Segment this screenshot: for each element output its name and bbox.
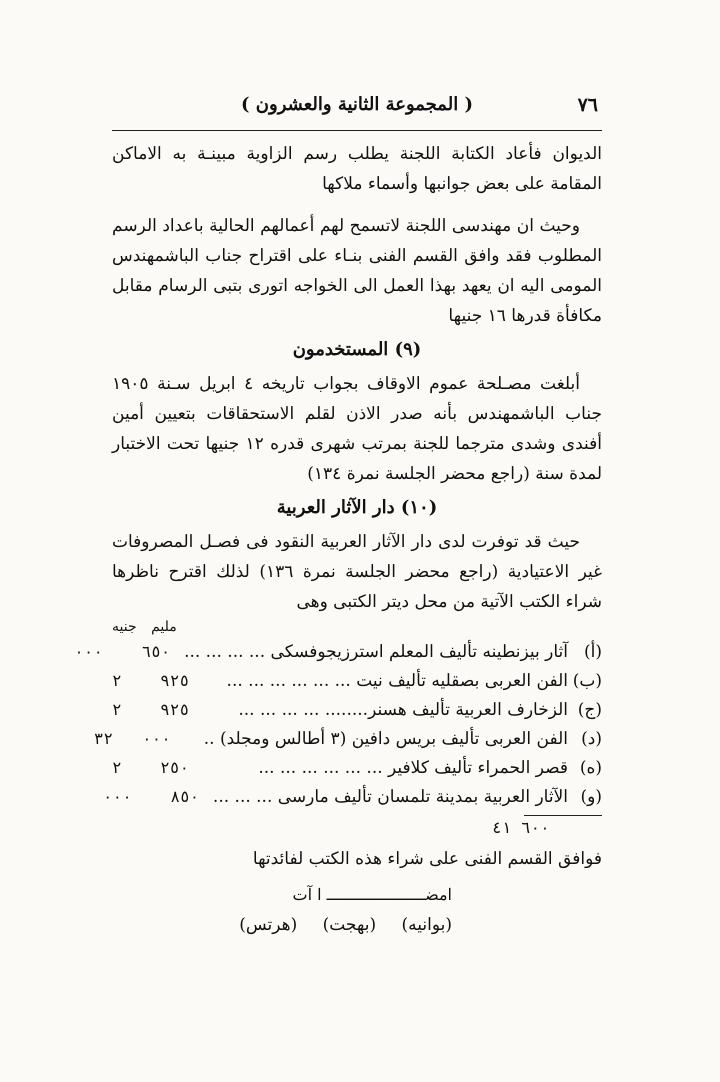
list-item	[102, 782, 602, 811]
item-amount: ٨٥٠ ٠٠٠	[102, 787, 200, 806]
book-list	[74, 619, 602, 840]
signatory-name: (بوانيه)	[401, 915, 452, 935]
item-amount: ٩٢٥ ٢	[112, 700, 190, 719]
item-letter: (ه)	[579, 758, 602, 778]
document-page	[74, 88, 602, 940]
section-10-heading: (١٠) دار الآثار العربية	[276, 497, 438, 518]
section-10-text: حيث قد توفرت لدى دار الآثار العربية النقود فى فصـل المصروفات غير الاعتيادية (راجع محضر الجلسة نمرة ١٣٦) لذلك اقترح ناظرها شراء الكتب الآتية من محل ديتر الكتبى وهى	[112, 532, 602, 612]
item-title: آثار بيزنطينه تأليف المعلم استرزيجوفسكى ... ... ... ...	[184, 642, 568, 662]
item-title: قصر الحمراء تأليف كلافير ... ... ... ... ... ...	[258, 758, 568, 778]
paragraph-2: وحيث ان مهندسى اللجنة لاتسمح لهم أعمالهم الحالية باعداد الرسم المطلوب فقد وافق القسم الفنى بنـاء على اقتراح جناب الباشمهندس المومى اليه ان يعهد بهذا العمل الى الخواجه اتورى بتبى الرسام مقابل مكافأة قدرها ١٦ جنيها	[112, 216, 602, 326]
signatories	[112, 910, 602, 940]
item-title: الفن العربى بصقليه تأليف نيت ... ... ... ... ... ...	[226, 671, 568, 691]
paragraph-1: الديوان فأعاد الكتابة اللجنة يطلب رسم الزاوية مبينـة به الاماكن المقامة على بعض جوانبها وأسماء ملاكها	[112, 144, 602, 194]
item-amount: ٦٥٠ ٠٠٠	[74, 642, 171, 661]
running-title: ( المجموعة الثانية والعشرون )	[241, 94, 473, 115]
page-header	[112, 88, 602, 128]
signatory-name: (هرتس)	[239, 915, 298, 935]
approval-text: فوافق القسم الفنى على شراء هذه الكتب لفائدتها	[252, 849, 602, 869]
item-letter: (و)	[580, 787, 602, 807]
list-item	[112, 695, 602, 724]
page-number: ٧٦	[577, 94, 598, 116]
item-title: الفن العربى تأليف بريس دافين (٣ أطالس ومجلد) ..	[203, 729, 568, 749]
item-letter: (أ)	[584, 642, 602, 662]
item-amount: ٠٠٠ ٣٢	[93, 729, 171, 748]
header-rule	[112, 130, 602, 131]
spacer	[112, 199, 602, 211]
list-item	[112, 753, 602, 782]
books-total: ٦٠٠ ٤١	[492, 818, 550, 837]
signature-line: امضـــــــــــــــــــــ ا آت	[292, 885, 452, 904]
item-letter: (د)	[581, 729, 602, 749]
signatory-name: (بهجت)	[322, 915, 377, 935]
item-title: الزخارف العربية تأليف هسنر........ ... ... ... ...	[238, 700, 568, 720]
section-9-heading: (٩) المستخدمون	[292, 339, 422, 360]
currency-units	[112, 619, 602, 637]
item-letter: (ب)	[572, 671, 602, 691]
item-amount: ٩٢٥ ٢	[112, 671, 190, 690]
unit-pound: جنيه	[112, 619, 137, 635]
item-letter: (ج)	[577, 700, 602, 720]
list-item	[74, 637, 602, 666]
section-9-text: أبلغت مصـلحة عموم الاوقاف بجواب تاريخه ٤ ابريل سـنة ١٩٠٥ جناب الباشمهندس بأنه صدر الاذن لقلم الاستحقاقات بتعيين أمين أفندى وشدى مترجما للجنة بمرتب شهرى قدره ١٢ جنيها تحت الاختبار لمدة سنة (راجع محضر الجلسة نمرة ١٣٤)	[112, 374, 602, 484]
list-item	[93, 724, 602, 753]
unit-millieme: مليم	[151, 619, 177, 635]
item-amount: ٢٥٠ ٢	[112, 758, 190, 777]
item-title: الآثار العربية بمدينة تلمسان تأليف مارسى ... ... ...	[212, 787, 568, 807]
list-item	[112, 666, 602, 695]
